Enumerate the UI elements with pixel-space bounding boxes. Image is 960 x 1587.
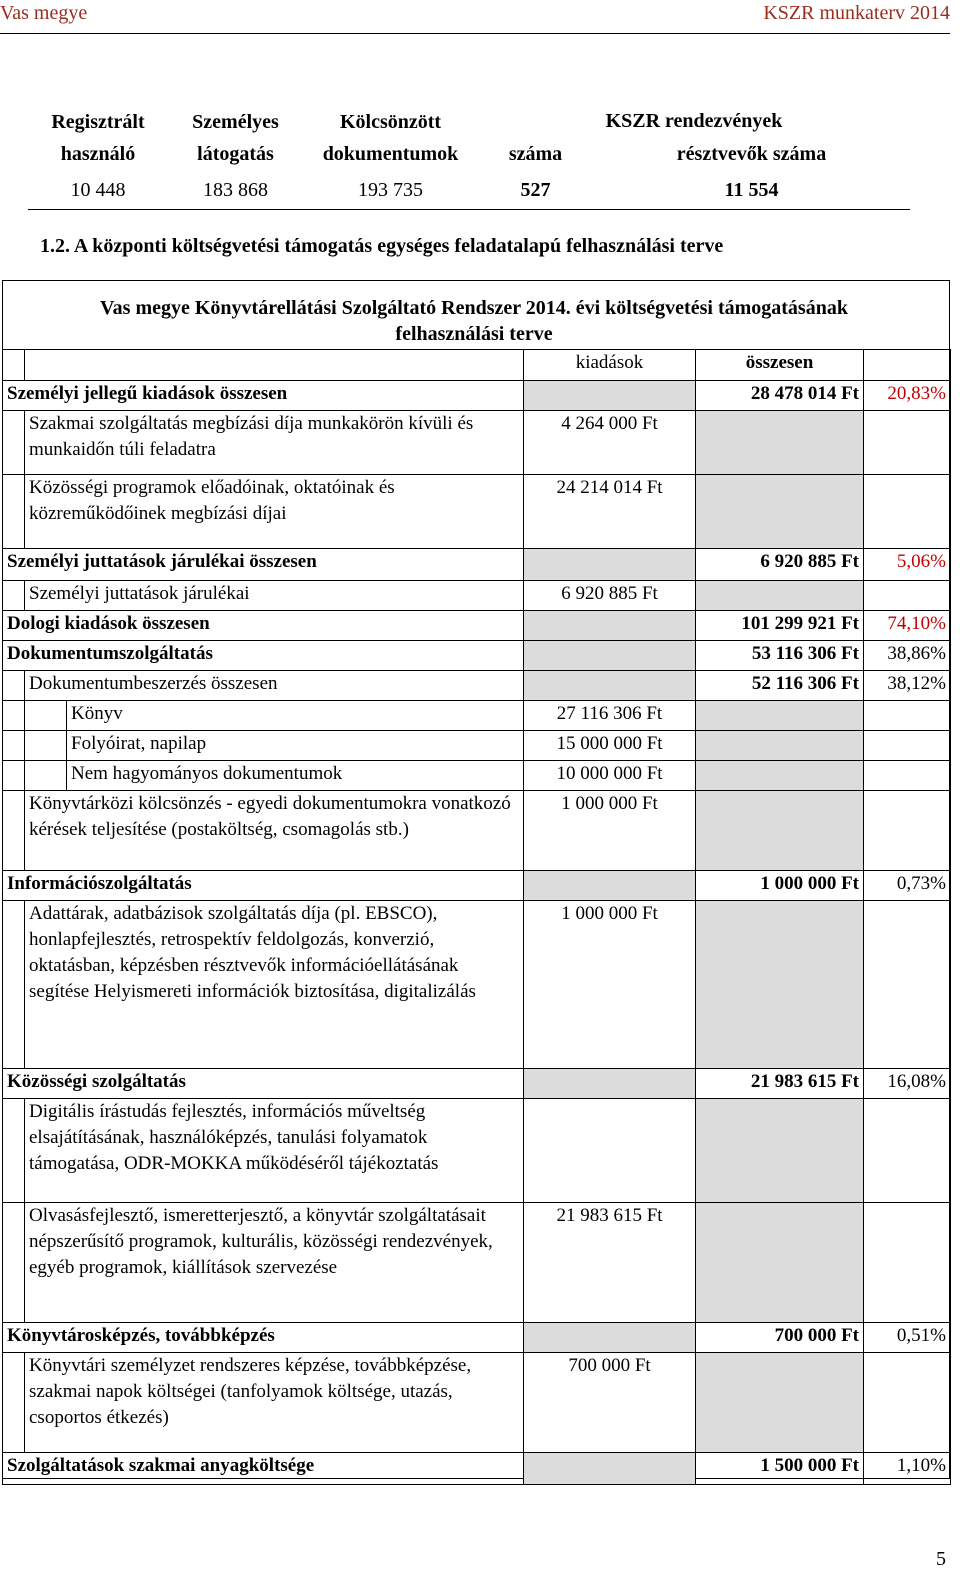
stat-value-registered: 10 448 <box>28 171 168 210</box>
stat-value-borrowed: 193 735 <box>303 171 478 210</box>
category-percent: 0,73% <box>864 871 951 901</box>
running-header-left: Vas megye <box>0 2 88 24</box>
indent-cell <box>3 701 25 731</box>
stat-header-kszr: KSZR rendezvények <box>605 110 783 132</box>
item-label: Személyi juttatások járulékai <box>25 581 524 611</box>
item-amount: 700 000 Ft <box>524 1353 696 1453</box>
item-label: Nem hagyományos dokumentumok <box>67 761 524 791</box>
blank-cell <box>25 350 524 381</box>
indent-cell <box>3 581 25 611</box>
gray-cell <box>524 871 696 901</box>
blank-cell <box>3 350 25 381</box>
blank-cell <box>864 1353 951 1453</box>
category-label: Közösségi szolgáltatás <box>3 1069 524 1099</box>
stat-value-participants: 11 554 <box>593 171 910 210</box>
item-amount: 1 000 000 Ft <box>524 791 696 871</box>
category-total: 101 299 921 Ft <box>696 611 864 641</box>
gray-cell <box>524 611 696 641</box>
gray-cell <box>696 411 864 475</box>
indent-cell <box>3 671 25 701</box>
item-amount: 24 214 014 Ft <box>524 475 696 549</box>
blank-cell <box>864 350 951 381</box>
blank-cell <box>864 475 951 549</box>
budget-title-line2: felhasználási terve <box>395 323 553 345</box>
blank-cell <box>864 901 951 1069</box>
col-header-kiadasok: kiadások <box>524 350 696 381</box>
category-total: 53 116 306 Ft <box>696 641 864 671</box>
col-header-osszesen: összesen <box>696 350 864 381</box>
category-label: Dologi kiadások összesen <box>3 611 524 641</box>
subcategory-percent: 38,12% <box>864 671 951 701</box>
item-amount <box>524 1099 696 1203</box>
stat-header-visitors: Személyes látogatás <box>192 111 279 165</box>
indent-cell <box>3 1099 25 1203</box>
blank-cell <box>864 581 951 611</box>
category-percent: 16,08% <box>864 1069 951 1099</box>
item-amount: 6 920 885 Ft <box>524 581 696 611</box>
item-label: Közösségi programok előadóinak, oktatóinak és közreműködőinek megbízási díjai <box>25 475 524 549</box>
indent-cell <box>25 761 67 791</box>
stat-value-visitors: 183 868 <box>168 171 303 210</box>
category-percent: 20,83% <box>864 381 951 411</box>
category-label: Szolgáltatások szakmai anyagköltsége <box>3 1453 524 1485</box>
stat-header-count: száma <box>508 143 563 165</box>
gray-cell <box>696 791 864 871</box>
category-total: 28 478 014 Ft <box>696 381 864 411</box>
stat-header-borrowed: Kölcsönzött dokumentumok <box>322 111 459 165</box>
gray-cell <box>524 381 696 411</box>
stat-header-registered: Regisztrált használó <box>51 111 145 165</box>
indent-cell <box>3 411 25 475</box>
gray-cell <box>696 761 864 791</box>
category-percent: 74,10% <box>864 611 951 641</box>
item-label: Szakmai szolgáltatás megbízási díja munkakörön kívüli és munkaidőn túli feladatra <box>25 411 524 475</box>
item-amount: 4 264 000 Ft <box>524 411 696 475</box>
category-total: 700 000 Ft <box>696 1323 864 1353</box>
item-label: Könyvtárközi kölcsönzés - egyedi dokumentumokra vonatkozó kérések teljesítése (postaköltség, csomagolás stb.) <box>25 791 524 871</box>
category-total: 1 500 000 Ft <box>696 1453 864 1485</box>
budget-title <box>0 295 948 347</box>
category-label: Információszolgáltatás <box>3 871 524 901</box>
item-amount: 15 000 000 Ft <box>524 731 696 761</box>
item-label: Könyv <box>67 701 524 731</box>
stat-value-count: 527 <box>478 171 593 210</box>
item-amount: 27 116 306 Ft <box>524 701 696 731</box>
gray-cell <box>696 901 864 1069</box>
category-percent: 0,51% <box>864 1323 951 1353</box>
item-label: Adattárak, adatbázisok szolgáltatás díja (pl. EBSCO), honlapfejlesztés, retrospektív feldolgozás, konverzió, oktatásban, képzésben résztvevők információellátásának segítése Helyismereti információk biztosítása, digitalizálás <box>25 901 524 1069</box>
item-label: Folyóirat, napilap <box>67 731 524 761</box>
indent-cell <box>3 901 25 1069</box>
indent-cell <box>3 1203 25 1323</box>
gray-cell <box>696 475 864 549</box>
indent-cell <box>3 475 25 549</box>
category-total: 1 000 000 Ft <box>696 871 864 901</box>
item-label: Digitális írástudás fejlesztés, információs műveltség elsajátításának, használóképzés, tanulási folyamatok támogatása, ODR-MOKKA működéséről tájékoztatás <box>25 1099 524 1203</box>
gray-cell <box>696 1353 864 1453</box>
budget-title-line1: Vas megye Könyvtárellátási Szolgáltató Rendszer 2014. évi költségvetési támogatásának <box>100 297 848 319</box>
gray-cell <box>696 581 864 611</box>
budget-table <box>2 349 951 1485</box>
blank-cell <box>864 411 951 475</box>
stat-header-participants: résztvevők száma <box>676 143 827 165</box>
category-total: 6 920 885 Ft <box>696 549 864 581</box>
item-amount: 10 000 000 Ft <box>524 761 696 791</box>
category-percent: 5,06% <box>864 549 951 581</box>
category-label: Személyi juttatások járulékai összesen <box>3 549 524 581</box>
item-label: Könyvtári személyzet rendszeres képzése, továbbképzése, szakmai napok költségei (tanfolyamok költsége, utazás, csoportos étkezés) <box>25 1353 524 1453</box>
gray-cell <box>524 1323 696 1353</box>
section-title: 1.2. A központi költségvetési támogatás egységes feladatalapú felhasználási terve <box>40 235 724 257</box>
category-label: Könyvtárosképzés, továbbképzés <box>3 1323 524 1353</box>
indent-cell <box>3 731 25 761</box>
indent-cell <box>3 791 25 871</box>
item-label: Olvasásfejlesztő, ismeretterjesztő, a könyvtár szolgáltatásait népszerűsítő programok, kulturális, közösségi rendezvények, egyéb programok, kiállítások szervezése <box>25 1203 524 1323</box>
item-amount: 21 983 615 Ft <box>524 1203 696 1323</box>
gray-cell <box>524 671 696 701</box>
statistics-table <box>28 105 910 210</box>
gray-cell <box>696 731 864 761</box>
gray-cell <box>524 549 696 581</box>
category-label: Dokumentumszolgáltatás <box>3 641 524 671</box>
indent-cell <box>25 701 67 731</box>
gray-cell <box>524 1453 696 1485</box>
blank-cell <box>864 731 951 761</box>
gray-cell <box>696 701 864 731</box>
item-amount: 1 000 000 Ft <box>524 901 696 1069</box>
blank-cell <box>864 1203 951 1323</box>
indent-cell <box>25 731 67 761</box>
blank-cell <box>864 1099 951 1203</box>
gray-cell <box>696 1203 864 1323</box>
indent-cell <box>3 761 25 791</box>
blank-cell <box>864 701 951 731</box>
gray-cell <box>696 1099 864 1203</box>
category-percent: 38,86% <box>864 641 951 671</box>
gray-cell <box>524 641 696 671</box>
subcategory-total: 52 116 306 Ft <box>696 671 864 701</box>
page-number: 5 <box>936 1548 946 1570</box>
header-rule <box>0 33 950 34</box>
indent-cell <box>3 1353 25 1453</box>
category-label: Személyi jellegű kiadások összesen <box>3 381 524 411</box>
category-total: 21 983 615 Ft <box>696 1069 864 1099</box>
gray-cell <box>524 1069 696 1099</box>
category-percent: 1,10% <box>864 1453 951 1485</box>
subcategory-label: Dokumentumbeszerzés összesen <box>25 671 524 701</box>
blank-cell <box>864 791 951 871</box>
running-header-right: KSZR munkaterv 2014 <box>763 2 950 24</box>
blank-cell <box>864 761 951 791</box>
